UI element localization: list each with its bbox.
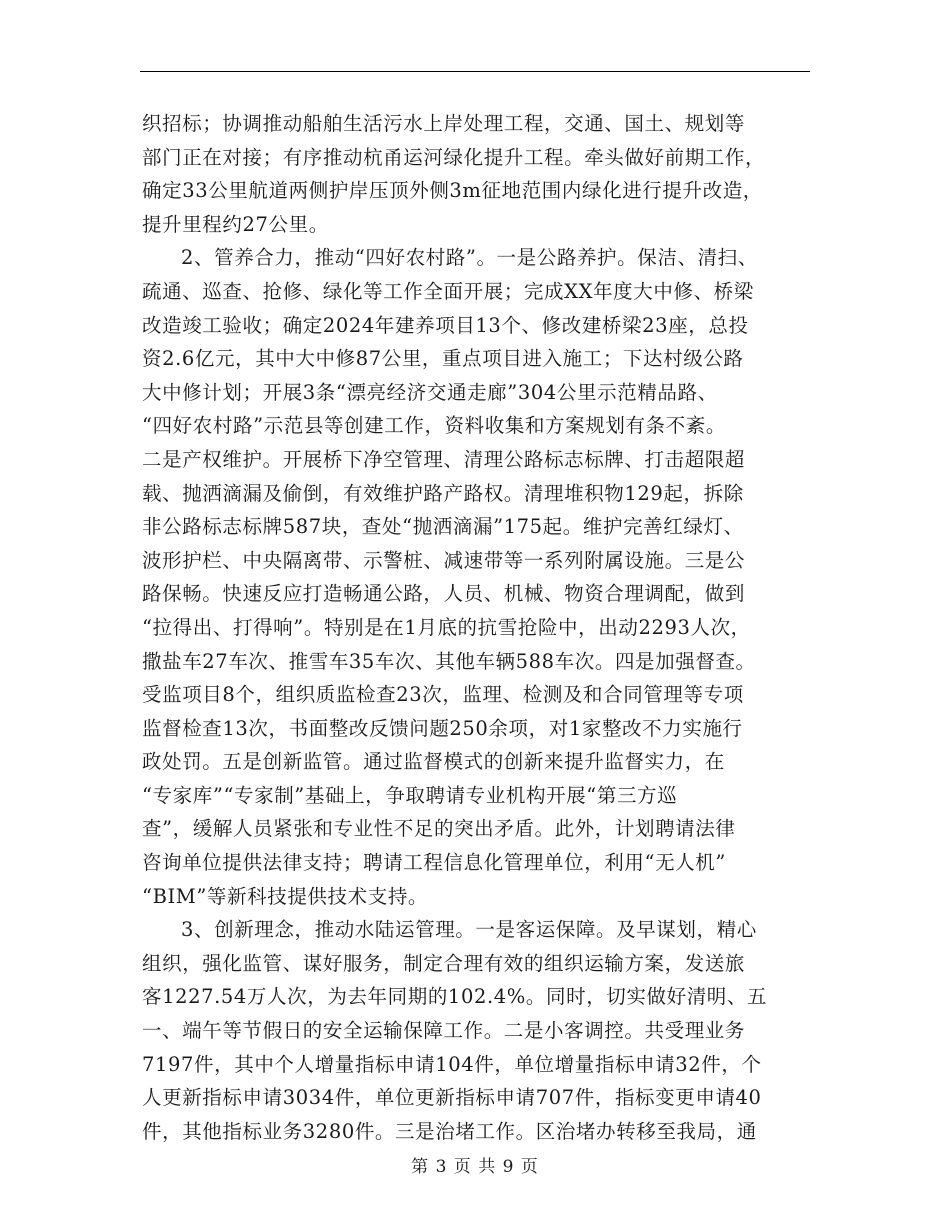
text-line: 政处罚。五是创新监管。通过监督模式的创新来提升监督实力，在 bbox=[142, 750, 725, 774]
text-line: “拉得出、打得响”。特别是在1月底的抗雪抢险中，出动2293人次， bbox=[142, 615, 751, 639]
text-line: 人更新指标申请3034件，单位更新指标申请707件，指标变更申请40 bbox=[142, 1086, 762, 1110]
text-line: 提升里程约27公里。 bbox=[142, 212, 329, 236]
text-line: 3、创新理念，推动水陆运管理。一是客运保障。及早谋划，精心 bbox=[181, 918, 757, 942]
text-line: 波形护栏、中央隔离带、示警桩、减速带等一系列附属设施。三是公 bbox=[142, 548, 746, 572]
text-line: 载、抛洒滴漏及偷倒，有效维护路产路权。清理堆积物129起，拆除 bbox=[142, 481, 744, 505]
text-line: 受监项目8个，组织质监检查23次，监理、检测及和合同管理等专项 bbox=[142, 683, 744, 707]
text-line: 撒盐车27车次、推雪车35车次、其他车辆588车次。四是加强督查。 bbox=[142, 649, 756, 673]
document-body bbox=[142, 107, 810, 1148]
text-line: 组织，强化监管、谋好服务，制定合理有效的组织运输方案，发送旅 bbox=[142, 951, 746, 975]
text-line: 咨询单位提供法律支持；聘请工程信息化管理单位，利用“无人机” bbox=[142, 851, 726, 875]
text-line: 部门正在对接；有序推动杭甬运河绿化提升工程。牵头做好前期工作， bbox=[142, 145, 766, 169]
text-line: 监督检查13次，书面整改反馈问题250余项，对1家整改不力实施行 bbox=[142, 716, 743, 740]
text-line: 大中修计划；开展3条“漂亮经济交通走廊”304公里示范精品路、 bbox=[142, 380, 718, 404]
text-line: 资2.6亿元，其中大中修87公里，重点项目进入施工；下达村级公路 bbox=[142, 347, 744, 371]
text-line: 改造竣工验收；确定2024年建养项目13个、修改建桥梁23座，总投 bbox=[142, 313, 749, 337]
text-line: 疏通、巡查、抢修、绿化等工作全面开展；完成XX年度大中修、桥梁 bbox=[142, 279, 754, 303]
text-line: “BIM”等新科技提供技术支持。 bbox=[142, 884, 429, 908]
text-line: “四好农村路”示范县等创建工作，资料收集和方案规划有条不紊。 bbox=[142, 414, 726, 438]
page-number-footer: 第 3 页 共 9 页 bbox=[411, 1157, 539, 1177]
text-line: “专家库”“专家制”基础上，争取聘请专业机构开展“第三方巡 bbox=[142, 783, 678, 807]
text-line: 非公路标志标牌587块，查处“抛洒滴漏”175起。维护完善红绿灯、 bbox=[142, 515, 744, 539]
text-line: 2、管养合力，推动“四好农村路”。一是公路养护。保洁、清扫、 bbox=[181, 246, 758, 270]
text-line: 路保畅。快速反应打造畅通公路，人员、机械、物资合理调配，做到 bbox=[142, 582, 746, 606]
text-line: 客1227.54万人次，为去年同期的102.4%。同时，切实做好清明、五 bbox=[142, 985, 768, 1009]
text-line: 查”，缓解人员紧张和专业性不足的突出矛盾。此外，计划聘请法律 bbox=[142, 817, 736, 841]
text-line: 织招标；协调推动船舶生活污水上岸处理工程，交通、国土、规划等 bbox=[142, 112, 746, 135]
text-line: 7197件，其中个人增量指标申请104件，单位增量指标申请32件，个 bbox=[142, 1052, 762, 1076]
text-line: 二是产权维护。开展桥下净空管理、清理公路标志标牌、打击超限超 bbox=[142, 447, 746, 471]
text-line: 件，其他指标业务3280件。三是治堵工作。区治堵办转移至我局，通 bbox=[142, 1119, 757, 1143]
header-rule bbox=[140, 71, 810, 72]
text-line: 确定33公里航道两侧护岸压顶外侧3m征地范围内绿化进行提升改造， bbox=[142, 179, 763, 203]
text-line: 一、端午等节假日的安全运输保障工作。二是小客调控。共受理业务 bbox=[142, 1019, 746, 1043]
